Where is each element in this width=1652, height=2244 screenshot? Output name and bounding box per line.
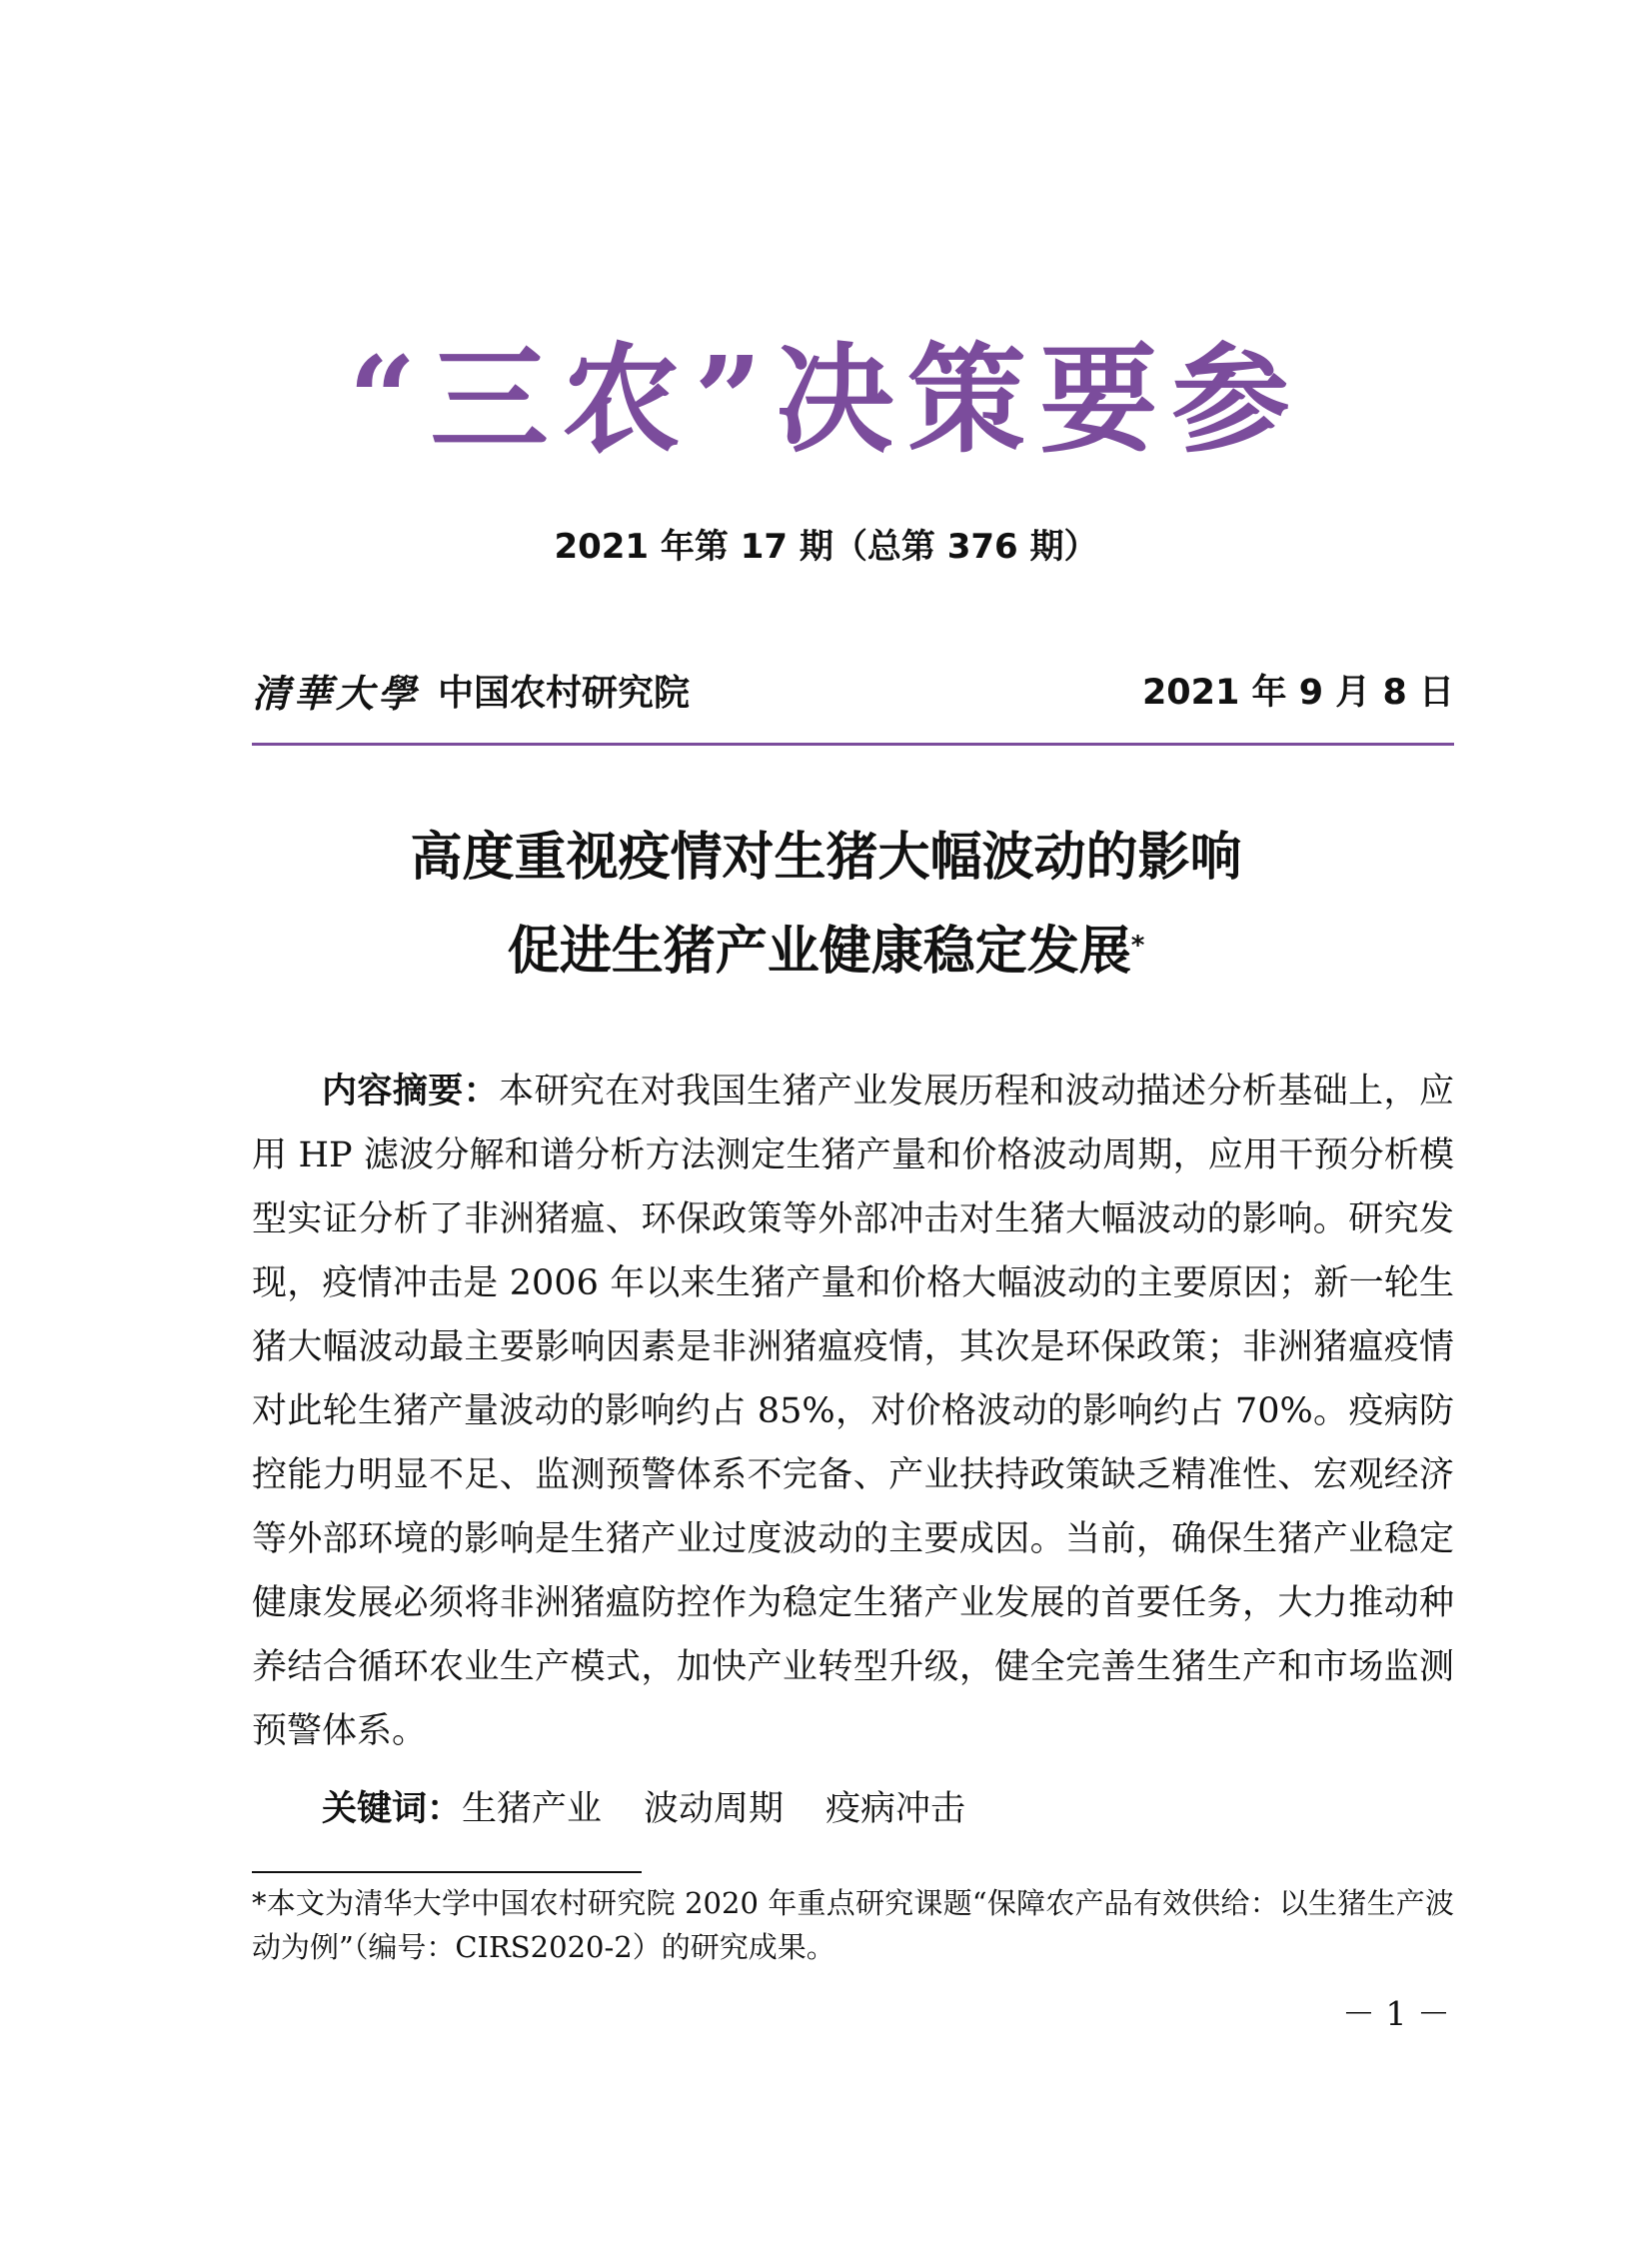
institute-name: 中国农村研究院 (438, 672, 691, 714)
publication-date: 2021 年 9 月 8 日 (1141, 673, 1454, 713)
keywords-line (252, 1777, 1454, 1841)
keyword: 疫病冲击 (826, 1789, 966, 1829)
keywords-label: 关键词： (322, 1789, 463, 1829)
footnote-marker: * (1130, 931, 1145, 961)
university-logo: 清華大學 (252, 670, 421, 716)
article-title-line1: 高度重视疫情对生猪大幅波动的影响 (410, 828, 1242, 888)
article-title-text: 促进生猪产业健康稳定发展 (507, 922, 1131, 982)
abstract-paragraph (252, 1060, 1454, 1763)
masthead-title: “三农”决策要参 (348, 330, 1304, 469)
header-divider (252, 743, 1454, 746)
abstract-label: 内容摘要： (322, 1072, 500, 1112)
abstract-text: 本研究在对我国生猪产业发展历程和波动描述分析基础上，应用 HP 滤波分解和谱分析方法测定生猪产量和价格波动周期，应用干预分析模型实证分析了非洲猪瘟、环保政策等外部冲击对生猪大幅波动的影响。研究发现，疫情冲击是 2006 年以来生猪产量和价格大幅波动的主要原因；新一轮生猪大幅波动最主要影响因素是非洲猪瘟疫情，其次是环保政策；非洲猪瘟疫情对此轮生猪产量波动的影响约占 85%，对价格波动的影响约占 70%。疫病防控能力明显不足、监测预警体系不完备、产业扶持政策缺乏精准性、宏观经济等外部环境的影响是生猪产业过度波动的主要成因。当前，确保生猪产业稳定健康发展必须将非洲猪瘟防控作为稳定生猪产业发展的首要任务，大力推动种养结合循环农业生产模式，加快产业转型升级，健全完善生猪生产和市场监测预警体系。 (252, 1072, 1454, 1751)
publisher (252, 662, 690, 718)
page-number: － 1 － (1342, 1994, 1450, 2033)
footnote: *本文为清华大学中国农村研究院 2020 年重点研究课题“保障农产品有效供给：以生猪生产波动为例”（编号：CIRS2020-2）的研究成果。 (252, 1886, 1454, 1964)
footnote-rule (252, 1871, 642, 1873)
article-title-line2 (0, 917, 1652, 987)
keyword: 波动周期 (644, 1789, 785, 1829)
keyword: 生猪产业 (462, 1789, 603, 1829)
issue-number: 2021 年第 17 期（总第 376 期） (554, 527, 1098, 567)
